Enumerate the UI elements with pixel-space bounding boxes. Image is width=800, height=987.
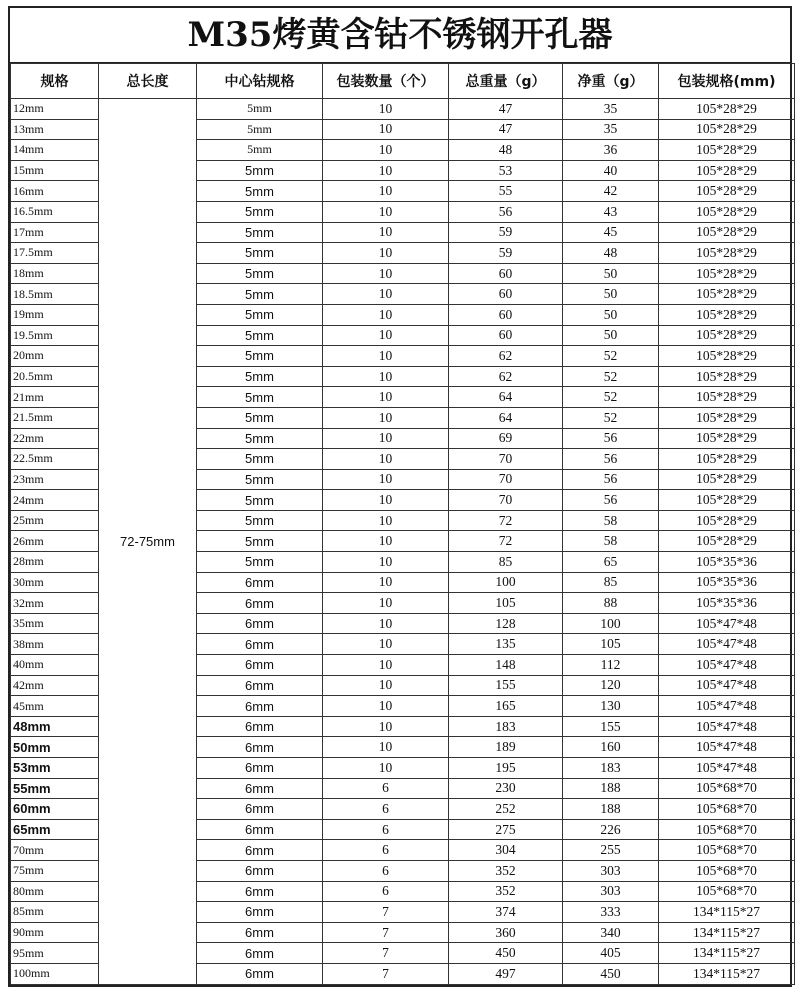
page-title: M35烤黄含钴不锈钢开孔器 — [10, 8, 790, 63]
cell-pack-qty: 10 — [323, 675, 449, 696]
cell-spec: 95mm — [11, 943, 99, 964]
cell-gross-weight: 135 — [449, 634, 563, 655]
cell-center-drill: 5mm — [197, 346, 323, 367]
cell-spec: 90mm — [11, 922, 99, 943]
cell-net-weight: 52 — [563, 387, 659, 408]
header-pack-qty: 包装数量（个） — [323, 64, 449, 99]
cell-pack-qty: 10 — [323, 263, 449, 284]
cell-spec: 48mm — [11, 716, 99, 737]
cell-net-weight: 40 — [563, 160, 659, 181]
cell-pack-size: 105*28*29 — [659, 510, 795, 531]
cell-net-weight: 105 — [563, 634, 659, 655]
cell-center-drill: 6mm — [197, 613, 323, 634]
cell-spec: 17mm — [11, 222, 99, 243]
cell-center-drill: 5mm — [197, 531, 323, 552]
cell-pack-qty: 7 — [323, 902, 449, 923]
spec-sheet — [8, 6, 792, 987]
cell-spec: 12mm — [11, 99, 99, 120]
cell-gross-weight: 165 — [449, 696, 563, 717]
cell-center-drill: 5mm — [197, 366, 323, 387]
cell-spec: 17.5mm — [11, 243, 99, 264]
cell-pack-qty: 10 — [323, 99, 449, 120]
cell-center-drill: 5mm — [197, 222, 323, 243]
cell-pack-size: 105*28*29 — [659, 181, 795, 202]
cell-pack-size: 105*47*48 — [659, 758, 795, 779]
cell-gross-weight: 69 — [449, 428, 563, 449]
cell-center-drill: 6mm — [197, 675, 323, 696]
cell-spec: 21mm — [11, 387, 99, 408]
cell-spec: 15mm — [11, 160, 99, 181]
cell-spec: 40mm — [11, 655, 99, 676]
cell-gross-weight: 53 — [449, 160, 563, 181]
cell-pack-qty: 10 — [323, 572, 449, 593]
cell-spec: 42mm — [11, 675, 99, 696]
cell-pack-size: 105*68*70 — [659, 778, 795, 799]
cell-center-drill: 5mm — [197, 243, 323, 264]
cell-pack-qty: 10 — [323, 119, 449, 140]
cell-pack-qty: 10 — [323, 304, 449, 325]
cell-pack-size: 134*115*27 — [659, 922, 795, 943]
cell-pack-qty: 10 — [323, 407, 449, 428]
cell-pack-qty: 7 — [323, 963, 449, 984]
cell-gross-weight: 195 — [449, 758, 563, 779]
cell-spec: 20mm — [11, 346, 99, 367]
cell-pack-size: 105*35*36 — [659, 593, 795, 614]
cell-net-weight: 36 — [563, 140, 659, 161]
cell-spec: 55mm — [11, 778, 99, 799]
cell-spec: 18.5mm — [11, 284, 99, 305]
cell-gross-weight: 47 — [449, 119, 563, 140]
cell-pack-qty: 7 — [323, 922, 449, 943]
cell-spec: 30mm — [11, 572, 99, 593]
cell-pack-size: 105*28*29 — [659, 449, 795, 470]
cell-center-drill: 6mm — [197, 716, 323, 737]
cell-gross-weight: 55 — [449, 181, 563, 202]
cell-pack-size: 105*28*29 — [659, 531, 795, 552]
cell-pack-qty: 10 — [323, 655, 449, 676]
cell-net-weight: 450 — [563, 963, 659, 984]
cell-pack-size: 105*47*48 — [659, 737, 795, 758]
cell-gross-weight: 60 — [449, 263, 563, 284]
cell-center-drill: 6mm — [197, 634, 323, 655]
table-body — [11, 99, 795, 985]
cell-center-drill: 6mm — [197, 593, 323, 614]
cell-gross-weight: 155 — [449, 675, 563, 696]
cell-gross-weight: 360 — [449, 922, 563, 943]
cell-pack-size: 105*68*70 — [659, 860, 795, 881]
cell-net-weight: 226 — [563, 819, 659, 840]
cell-center-drill: 5mm — [197, 304, 323, 325]
cell-spec: 16.5mm — [11, 201, 99, 222]
cell-net-weight: 50 — [563, 284, 659, 305]
cell-spec: 25mm — [11, 510, 99, 531]
cell-pack-size: 134*115*27 — [659, 963, 795, 984]
cell-gross-weight: 252 — [449, 799, 563, 820]
cell-net-weight: 58 — [563, 531, 659, 552]
cell-net-weight: 48 — [563, 243, 659, 264]
cell-gross-weight: 189 — [449, 737, 563, 758]
cell-pack-qty: 10 — [323, 758, 449, 779]
cell-pack-size: 134*115*27 — [659, 943, 795, 964]
cell-pack-qty: 6 — [323, 819, 449, 840]
cell-spec: 22.5mm — [11, 449, 99, 470]
cell-net-weight: 35 — [563, 99, 659, 120]
cell-pack-size: 105*68*70 — [659, 881, 795, 902]
cell-net-weight: 130 — [563, 696, 659, 717]
cell-center-drill: 5mm — [197, 160, 323, 181]
cell-pack-size: 105*28*29 — [659, 222, 795, 243]
cell-net-weight: 52 — [563, 407, 659, 428]
cell-gross-weight: 70 — [449, 469, 563, 490]
cell-pack-qty: 10 — [323, 613, 449, 634]
cell-gross-weight: 450 — [449, 943, 563, 964]
cell-pack-qty: 10 — [323, 387, 449, 408]
cell-pack-size: 105*47*48 — [659, 675, 795, 696]
cell-pack-qty: 10 — [323, 428, 449, 449]
cell-pack-qty: 10 — [323, 716, 449, 737]
cell-net-weight: 303 — [563, 881, 659, 902]
cell-net-weight: 50 — [563, 263, 659, 284]
cell-gross-weight: 70 — [449, 449, 563, 470]
cell-net-weight: 43 — [563, 201, 659, 222]
cell-spec: 20.5mm — [11, 366, 99, 387]
cell-gross-weight: 47 — [449, 99, 563, 120]
cell-pack-size: 105*28*29 — [659, 407, 795, 428]
cell-pack-size: 105*47*48 — [659, 634, 795, 655]
cell-center-drill: 5mm — [197, 181, 323, 202]
header-spec: 规格 — [11, 64, 99, 99]
cell-pack-qty: 10 — [323, 634, 449, 655]
cell-gross-weight: 62 — [449, 346, 563, 367]
cell-center-drill: 5mm — [197, 428, 323, 449]
cell-center-drill: 6mm — [197, 758, 323, 779]
cell-spec: 19mm — [11, 304, 99, 325]
cell-net-weight: 58 — [563, 510, 659, 531]
cell-gross-weight: 64 — [449, 407, 563, 428]
cell-gross-weight: 60 — [449, 304, 563, 325]
cell-spec: 45mm — [11, 696, 99, 717]
cell-pack-size: 105*28*29 — [659, 201, 795, 222]
cell-pack-size: 105*28*29 — [659, 119, 795, 140]
cell-spec: 16mm — [11, 181, 99, 202]
cell-pack-size: 105*28*29 — [659, 469, 795, 490]
cell-net-weight: 112 — [563, 655, 659, 676]
cell-net-weight: 56 — [563, 490, 659, 511]
cell-spec: 13mm — [11, 119, 99, 140]
cell-pack-size: 105*28*29 — [659, 490, 795, 511]
cell-spec: 22mm — [11, 428, 99, 449]
cell-gross-weight: 374 — [449, 902, 563, 923]
cell-pack-qty: 10 — [323, 160, 449, 181]
cell-pack-size: 105*28*29 — [659, 387, 795, 408]
cell-total-length: 72-75mm — [99, 99, 197, 985]
cell-gross-weight: 100 — [449, 572, 563, 593]
cell-pack-size: 105*47*48 — [659, 655, 795, 676]
cell-net-weight: 340 — [563, 922, 659, 943]
cell-pack-qty: 10 — [323, 222, 449, 243]
cell-net-weight: 333 — [563, 902, 659, 923]
cell-gross-weight: 183 — [449, 716, 563, 737]
cell-pack-size: 105*47*48 — [659, 716, 795, 737]
cell-pack-size: 105*28*29 — [659, 263, 795, 284]
cell-gross-weight: 85 — [449, 552, 563, 573]
cell-center-drill: 6mm — [197, 963, 323, 984]
cell-center-drill: 6mm — [197, 902, 323, 923]
cell-net-weight: 45 — [563, 222, 659, 243]
cell-pack-size: 105*28*29 — [659, 346, 795, 367]
cell-net-weight: 42 — [563, 181, 659, 202]
cell-center-drill: 6mm — [197, 922, 323, 943]
cell-pack-qty: 6 — [323, 778, 449, 799]
cell-center-drill: 5mm — [197, 325, 323, 346]
cell-spec: 18mm — [11, 263, 99, 284]
cell-gross-weight: 72 — [449, 531, 563, 552]
cell-net-weight: 50 — [563, 304, 659, 325]
cell-center-drill: 6mm — [197, 860, 323, 881]
cell-pack-size: 105*35*36 — [659, 572, 795, 593]
spec-table — [10, 63, 795, 985]
cell-gross-weight: 497 — [449, 963, 563, 984]
cell-pack-size: 105*68*70 — [659, 840, 795, 861]
cell-center-drill: 6mm — [197, 737, 323, 758]
cell-center-drill: 5mm — [197, 263, 323, 284]
cell-net-weight: 35 — [563, 119, 659, 140]
cell-net-weight: 188 — [563, 799, 659, 820]
table-header-row — [11, 64, 795, 99]
cell-spec: 53mm — [11, 758, 99, 779]
cell-net-weight: 56 — [563, 449, 659, 470]
cell-net-weight: 120 — [563, 675, 659, 696]
cell-gross-weight: 59 — [449, 243, 563, 264]
header-center-drill: 中心钻规格 — [197, 64, 323, 99]
cell-pack-size: 105*28*29 — [659, 366, 795, 387]
cell-net-weight: 52 — [563, 366, 659, 387]
cell-pack-qty: 10 — [323, 696, 449, 717]
cell-pack-qty: 10 — [323, 531, 449, 552]
cell-spec: 23mm — [11, 469, 99, 490]
cell-center-drill: 6mm — [197, 840, 323, 861]
cell-center-drill: 5mm — [197, 284, 323, 305]
cell-gross-weight: 72 — [449, 510, 563, 531]
cell-spec: 35mm — [11, 613, 99, 634]
cell-pack-size: 105*28*29 — [659, 325, 795, 346]
cell-gross-weight: 59 — [449, 222, 563, 243]
cell-gross-weight: 275 — [449, 819, 563, 840]
cell-center-drill: 6mm — [197, 799, 323, 820]
cell-gross-weight: 62 — [449, 366, 563, 387]
cell-center-drill: 5mm — [197, 552, 323, 573]
cell-net-weight: 56 — [563, 428, 659, 449]
cell-spec: 70mm — [11, 840, 99, 861]
cell-net-weight: 52 — [563, 346, 659, 367]
cell-center-drill: 6mm — [197, 572, 323, 593]
cell-center-drill: 5mm — [197, 201, 323, 222]
cell-net-weight: 160 — [563, 737, 659, 758]
cell-pack-qty: 7 — [323, 943, 449, 964]
cell-spec: 32mm — [11, 593, 99, 614]
cell-center-drill: 5mm — [197, 407, 323, 428]
cell-center-drill: 5mm — [197, 449, 323, 470]
cell-gross-weight: 64 — [449, 387, 563, 408]
cell-spec: 26mm — [11, 531, 99, 552]
cell-spec: 65mm — [11, 819, 99, 840]
cell-spec: 100mm — [11, 963, 99, 984]
cell-gross-weight: 56 — [449, 201, 563, 222]
cell-pack-qty: 10 — [323, 243, 449, 264]
header-total-length: 总长度 — [99, 64, 197, 99]
cell-gross-weight: 304 — [449, 840, 563, 861]
cell-gross-weight: 148 — [449, 655, 563, 676]
cell-gross-weight: 105 — [449, 593, 563, 614]
cell-spec: 19.5mm — [11, 325, 99, 346]
cell-net-weight: 56 — [563, 469, 659, 490]
cell-center-drill: 5mm — [197, 140, 323, 161]
cell-pack-size: 105*28*29 — [659, 304, 795, 325]
cell-gross-weight: 70 — [449, 490, 563, 511]
cell-gross-weight: 352 — [449, 881, 563, 902]
table-row — [11, 99, 795, 120]
cell-center-drill: 6mm — [197, 778, 323, 799]
cell-pack-qty: 10 — [323, 552, 449, 573]
cell-net-weight: 405 — [563, 943, 659, 964]
header-net-weight: 净重（g） — [563, 64, 659, 99]
cell-pack-size: 105*35*36 — [659, 552, 795, 573]
cell-spec: 24mm — [11, 490, 99, 511]
cell-center-drill: 6mm — [197, 819, 323, 840]
cell-net-weight: 100 — [563, 613, 659, 634]
cell-gross-weight: 60 — [449, 325, 563, 346]
cell-center-drill: 6mm — [197, 881, 323, 902]
cell-spec: 85mm — [11, 902, 99, 923]
cell-net-weight: 255 — [563, 840, 659, 861]
cell-pack-qty: 10 — [323, 284, 449, 305]
cell-center-drill: 5mm — [197, 469, 323, 490]
cell-net-weight: 188 — [563, 778, 659, 799]
cell-pack-qty: 6 — [323, 860, 449, 881]
cell-center-drill: 5mm — [197, 99, 323, 120]
cell-pack-size: 105*28*29 — [659, 284, 795, 305]
header-gross-weight: 总重量（g） — [449, 64, 563, 99]
cell-pack-size: 105*28*29 — [659, 99, 795, 120]
cell-net-weight: 183 — [563, 758, 659, 779]
cell-center-drill: 5mm — [197, 510, 323, 531]
cell-pack-qty: 6 — [323, 881, 449, 902]
cell-gross-weight: 352 — [449, 860, 563, 881]
cell-pack-qty: 10 — [323, 593, 449, 614]
cell-pack-qty: 6 — [323, 840, 449, 861]
cell-net-weight: 88 — [563, 593, 659, 614]
cell-pack-size: 105*47*48 — [659, 613, 795, 634]
cell-net-weight: 303 — [563, 860, 659, 881]
cell-gross-weight: 60 — [449, 284, 563, 305]
cell-center-drill: 5mm — [197, 490, 323, 511]
cell-pack-qty: 10 — [323, 449, 449, 470]
cell-center-drill: 6mm — [197, 943, 323, 964]
cell-spec: 75mm — [11, 860, 99, 881]
cell-gross-weight: 48 — [449, 140, 563, 161]
cell-pack-size: 105*47*48 — [659, 696, 795, 717]
cell-pack-qty: 10 — [323, 737, 449, 758]
cell-net-weight: 50 — [563, 325, 659, 346]
cell-pack-size: 105*28*29 — [659, 140, 795, 161]
cell-pack-size: 105*28*29 — [659, 428, 795, 449]
cell-center-drill: 5mm — [197, 119, 323, 140]
cell-gross-weight: 128 — [449, 613, 563, 634]
header-pack-size: 包装规格(mm) — [659, 64, 795, 99]
cell-spec: 28mm — [11, 552, 99, 573]
cell-spec: 80mm — [11, 881, 99, 902]
cell-net-weight: 65 — [563, 552, 659, 573]
cell-center-drill: 6mm — [197, 655, 323, 676]
cell-pack-qty: 10 — [323, 510, 449, 531]
cell-spec: 38mm — [11, 634, 99, 655]
cell-pack-size: 105*28*29 — [659, 243, 795, 264]
cell-net-weight: 155 — [563, 716, 659, 737]
cell-spec: 21.5mm — [11, 407, 99, 428]
cell-gross-weight: 230 — [449, 778, 563, 799]
cell-pack-qty: 10 — [323, 469, 449, 490]
cell-pack-qty: 10 — [323, 325, 449, 346]
cell-center-drill: 5mm — [197, 387, 323, 408]
cell-pack-qty: 10 — [323, 346, 449, 367]
cell-spec: 14mm — [11, 140, 99, 161]
cell-pack-qty: 6 — [323, 799, 449, 820]
cell-pack-qty: 10 — [323, 490, 449, 511]
cell-pack-qty: 10 — [323, 366, 449, 387]
cell-net-weight: 85 — [563, 572, 659, 593]
cell-spec: 50mm — [11, 737, 99, 758]
cell-pack-size: 105*68*70 — [659, 819, 795, 840]
cell-pack-size: 105*28*29 — [659, 160, 795, 181]
cell-pack-qty: 10 — [323, 140, 449, 161]
cell-pack-qty: 10 — [323, 181, 449, 202]
cell-pack-qty: 10 — [323, 201, 449, 222]
cell-center-drill: 6mm — [197, 696, 323, 717]
cell-spec: 60mm — [11, 799, 99, 820]
cell-pack-size: 134*115*27 — [659, 902, 795, 923]
cell-pack-size: 105*68*70 — [659, 799, 795, 820]
